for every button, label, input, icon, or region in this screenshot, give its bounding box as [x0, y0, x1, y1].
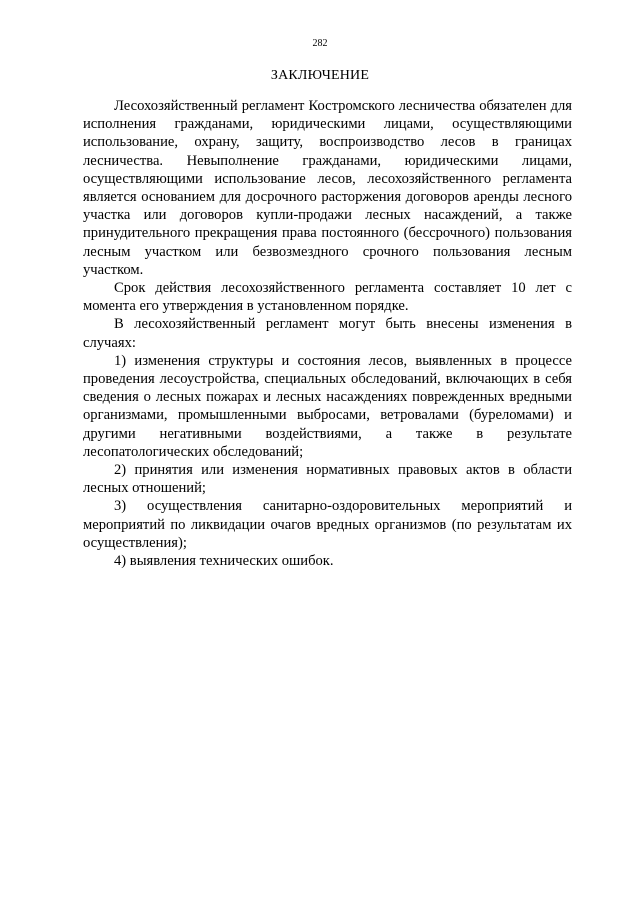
paragraph-amendment-cases: В лесохозяйственный регламент могут быть внесены изменения в случаях:: [83, 316, 572, 351]
list-item-2: 2) принятия или изменения нормативных правовых актов в области лесных отношений;: [83, 462, 572, 497]
list-item-1: 1) изменения структуры и состояния лесов, выявленных в процессе проведения лесоустройства, специальных обследований, включающих в себя сведения о лесных пожарах и лесных насаждениях поврежденных вредными организмами, промышленными выбросами, ветровалами (буреломами) и другими негативными воздействиями, а также в результате лесопатологических обследований;: [83, 352, 572, 460]
page-number: 282: [312, 38, 328, 49]
body-text: [83, 97, 572, 570]
list-item-4: 4) выявления технических ошибок.: [114, 553, 334, 570]
paragraph-intro: Лесохозяйственный регламент Костромского лесничества обязателен для исполнения гражданами, юридическими лицами, осуществляющими использование, охрану, защиту, воспроизводство лесов в границах лесничества. Невыполнение гражданами, юридическими лицами, осуществляющими использование лесов, лесохозяйственного регламента является основанием для досрочного расторжения договоров аренды лесного участка или договоров купли-продажи лесных насаждений, а также принудительного прекращения права постоянного (бессрочного) пользования лесным участком или безвозмездного срочного пользования лесным участком.: [83, 98, 572, 278]
section-heading: ЗАКЛЮЧЕНИЕ: [270, 68, 370, 83]
list-item-3: 3) осуществления санитарно-оздоровительных мероприятий и мероприятий по ликвидации очагов вредных организмов (по результатам их осуществления);: [83, 498, 572, 551]
paragraph-validity-term: Срок действия лесохозяйственного регламента составляет 10 лет с момента его утверждения в установленном порядке.: [83, 280, 572, 315]
